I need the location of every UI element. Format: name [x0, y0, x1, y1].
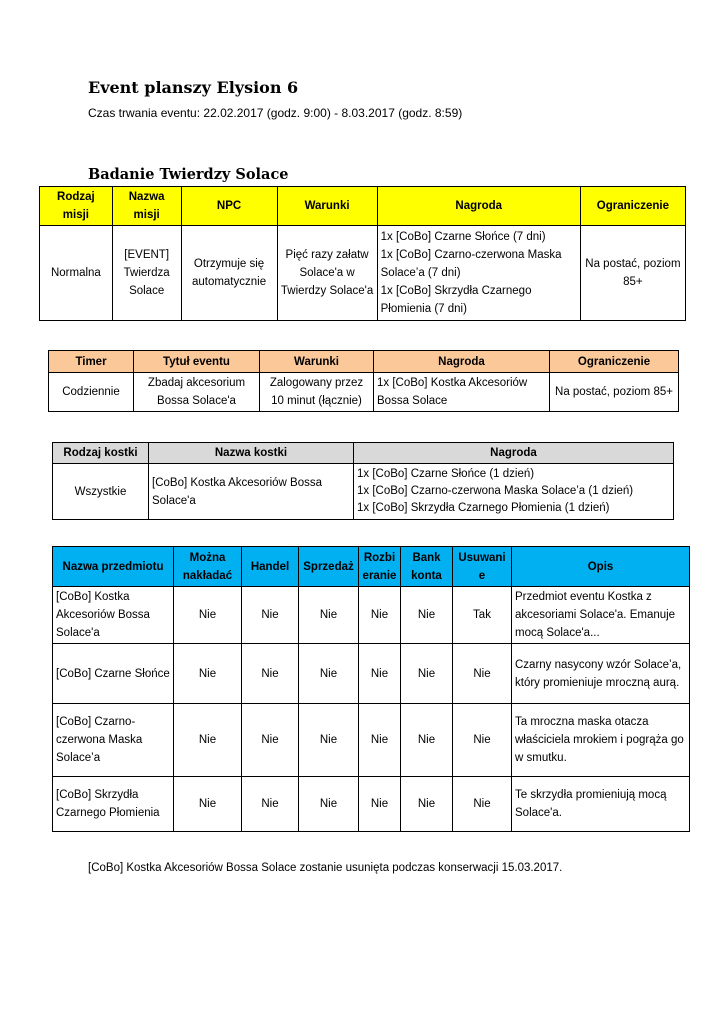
- header-cell: Warunki: [277, 187, 377, 226]
- table-header-row: [53, 443, 674, 464]
- item-bank: Nie: [401, 777, 453, 832]
- table-header-row: [49, 351, 679, 373]
- mission-name: [EVENT] Twierdza Solace: [112, 226, 181, 321]
- item-name: [CoBo] Skrzydła Czarnego Płomienia: [53, 777, 174, 832]
- item-desc: Przedmiot eventu Kostka z akcesoriami Solace'a. Emanuje mocą Solace'a...: [512, 587, 690, 644]
- header-cell: Timer: [49, 351, 134, 373]
- header-cell: Nazwa kostki: [149, 443, 354, 464]
- item-sell: Nie: [299, 644, 359, 704]
- dice-rewards: [354, 464, 674, 520]
- header-cell: Nagroda: [377, 187, 580, 226]
- event-title: Zbadaj akcesorium Bossa Solace'a: [134, 373, 260, 412]
- timer-value: Codziennie: [49, 373, 134, 412]
- header-cell: Rodzaj misji: [40, 187, 113, 226]
- item-sell: Nie: [299, 587, 359, 644]
- item-dismantle: Nie: [359, 704, 401, 777]
- item-name: [CoBo] Czarne Słońce: [53, 644, 174, 704]
- mission-limit: Na postać, poziom 85+: [580, 226, 685, 321]
- item-delete: Nie: [453, 777, 512, 832]
- event-duration: Czas trwania eventu: 22.02.2017 (godz. 9:00) - 8.03.2017 (godz. 8:59): [88, 106, 463, 120]
- item-delete: Nie: [453, 704, 512, 777]
- table-row: [49, 373, 679, 412]
- item-desc: Czarny nasycony wzór Solace’a, który promieniuje mroczną aurą.: [512, 644, 690, 704]
- header-cell: Można nakładać: [174, 547, 242, 587]
- item-wear: Nie: [174, 644, 242, 704]
- section-title: Badanie Twierdzy Solace: [88, 166, 289, 183]
- mission-npc: Otrzymuje się automatycznie: [181, 226, 277, 321]
- item-trade: Nie: [242, 777, 299, 832]
- reward-line: 1x [CoBo] Skrzydła Czarnego Płomienia (7 dni): [380, 285, 532, 315]
- item-dismantle: Nie: [359, 777, 401, 832]
- reward-line: 1x [CoBo] Czarne Słońce (1 dzień): [357, 468, 535, 480]
- item-trade: Nie: [242, 704, 299, 777]
- item-trade: Nie: [242, 644, 299, 704]
- mission-type: Normalna: [40, 226, 113, 321]
- mission-conditions: Pięć razy załatw Solace'a w Twierdzy Solace'a: [277, 226, 377, 321]
- table-header-row: [53, 547, 690, 587]
- table-row: [40, 226, 686, 321]
- header-cell: Ograniczenie: [550, 351, 679, 373]
- item-dismantle: Nie: [359, 644, 401, 704]
- table-row: [53, 464, 674, 520]
- item-bank: Nie: [401, 644, 453, 704]
- reward-line: 1x [CoBo] Czarno-czerwona Maska Solace’a (7 dni): [380, 249, 562, 279]
- reward-line: 1x [CoBo] Czarno-czerwona Maska Solace’a (1 dzień): [357, 485, 634, 497]
- mission-table: [39, 186, 686, 321]
- reward-line: 1x [CoBo] Skrzydła Czarnego Płomienia (1 dzień): [357, 502, 610, 514]
- item-sell: Nie: [299, 777, 359, 832]
- item-delete: Nie: [453, 644, 512, 704]
- table-row: [53, 644, 690, 704]
- item-name: [CoBo] Kostka Akcesoriów Bossa Solace'a: [53, 587, 174, 644]
- header-cell: Nazwa misji: [112, 187, 181, 226]
- header-cell: Handel: [242, 547, 299, 587]
- item-bank: Nie: [401, 587, 453, 644]
- header-cell: Ograniczenie: [580, 187, 685, 226]
- timer-conditions: Zalogowany przez 10 minut (łącznie): [260, 373, 374, 412]
- item-wear: Nie: [174, 587, 242, 644]
- header-cell: Warunki: [260, 351, 374, 373]
- timer-limit: Na postać, poziom 85+: [550, 373, 679, 412]
- header-cell: Rodzaj kostki: [53, 443, 149, 464]
- item-wear: Nie: [174, 704, 242, 777]
- footer-note: [CoBo] Kostka Akcesoriów Bossa Solace zostanie usunięta podczas konserwacji 15.03.2017.: [88, 862, 563, 874]
- reward-line: 1x [CoBo] Czarne Słońce (7 dni): [380, 231, 546, 243]
- item-bank: Nie: [401, 704, 453, 777]
- timer-reward: 1x [CoBo] Kostka Akcesoriów Bossa Solace: [374, 373, 550, 412]
- dice-type: Wszystkie: [53, 464, 149, 520]
- mission-rewards: [377, 226, 580, 321]
- header-cell: Opis: [512, 547, 690, 587]
- table-row: [53, 587, 690, 644]
- item-desc: Te skrzydła promieniują mocą Solace'a.: [512, 777, 690, 832]
- item-trade: Nie: [242, 587, 299, 644]
- header-cell: Bank konta: [401, 547, 453, 587]
- header-cell: NPC: [181, 187, 277, 226]
- header-cell: Nagroda: [374, 351, 550, 373]
- header-cell: Tytuł eventu: [134, 351, 260, 373]
- header-cell: Nagroda: [354, 443, 674, 464]
- timer-table: [48, 350, 679, 412]
- item-delete: Tak: [453, 587, 512, 644]
- table-row: [53, 704, 690, 777]
- item-dismantle: Nie: [359, 587, 401, 644]
- header-cell: Nazwa przedmiotu: [53, 547, 174, 587]
- table-row: [53, 777, 690, 832]
- dice-table: [52, 442, 674, 520]
- header-cell: Rozbieranie: [359, 547, 401, 587]
- table-header-row: [40, 187, 686, 226]
- header-cell: Usuwanie: [453, 547, 512, 587]
- item-wear: Nie: [174, 777, 242, 832]
- header-cell: Sprzedaż: [299, 547, 359, 587]
- item-desc: Ta mroczna maska otacza właściciela mrokiem i pogrąża go w smutku.: [512, 704, 690, 777]
- page-title: Event planszy Elysion 6: [88, 78, 299, 97]
- item-sell: Nie: [299, 704, 359, 777]
- items-table: [52, 546, 690, 832]
- item-name: [CoBo] Czarno-czerwona Maska Solace’a: [53, 704, 174, 777]
- dice-name: [CoBo] Kostka Akcesoriów Bossa Solace'a: [149, 464, 354, 520]
